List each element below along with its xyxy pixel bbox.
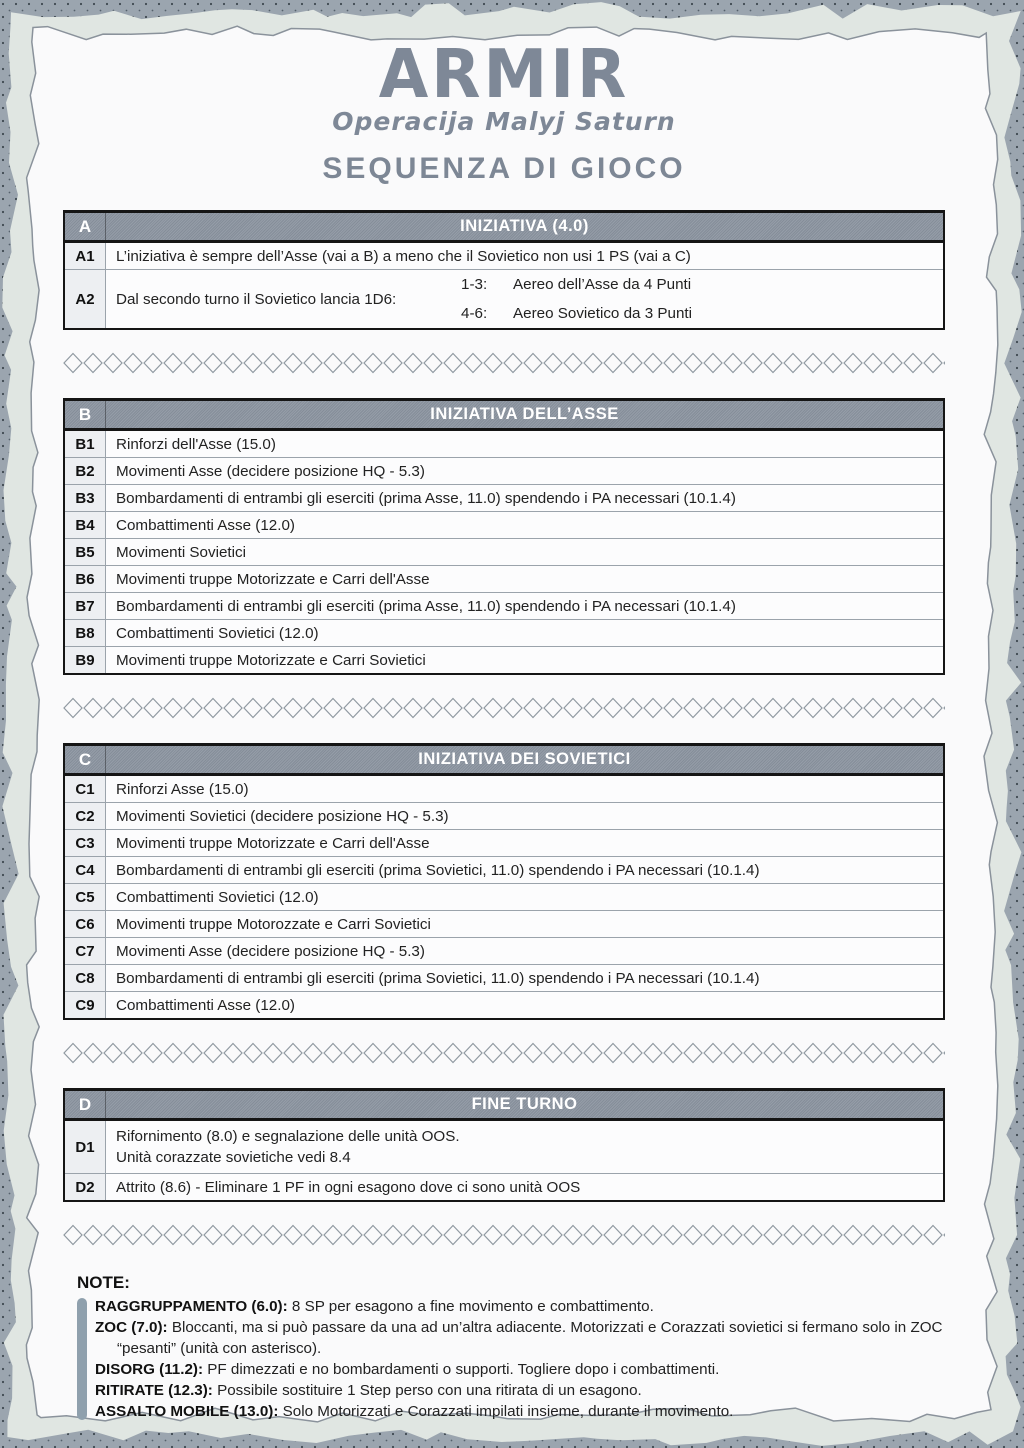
row-a2-label: Dal secondo turno il Sovietico lancia 1D6:	[116, 290, 397, 308]
row-c3-id: C3	[65, 830, 106, 856]
row-b8-text: Combattimenti Sovietici (12.0)	[116, 624, 319, 642]
row-b2-id: B2	[65, 458, 106, 484]
row-b9-text: Movimenti truppe Motorizzate e Carri Sovietici	[116, 651, 426, 669]
row-b2-text: Movimenti Asse (decidere posizione HQ - 5.3)	[116, 462, 425, 480]
note-assalto-mobile-text: Solo Motorizzati e Corazzati impilati insieme, durante il movimento.	[282, 1403, 734, 1420]
row-c6	[65, 910, 943, 937]
row-b4-id: B4	[65, 512, 106, 538]
dice-outcome-1: Aereo dell’Asse da 4 Punti	[513, 276, 692, 293]
note-zoc	[95, 1317, 945, 1359]
row-b8-id: B8	[65, 620, 106, 646]
row-b4-text: Combattimenti Asse (12.0)	[116, 516, 295, 534]
row-a1-text: L’iniziativa è sempre dell’Asse (vai a B) a meno che il Sovietico non usi 1 PS (vai a C)	[116, 247, 691, 265]
note-ritirate-lead: RITIRATE (12.3):	[95, 1382, 213, 1399]
section-d-table	[63, 1088, 945, 1202]
masthead	[63, 36, 945, 136]
section-b-table	[63, 398, 945, 675]
section-d-title: FINE TURNO	[471, 1095, 578, 1113]
row-c6-id: C6	[65, 911, 106, 937]
game-logo-subtitle: Operacija Malyj Saturn	[332, 107, 676, 136]
note-zoc-lead: ZOC (7.0):	[95, 1319, 168, 1336]
row-d2	[65, 1173, 943, 1200]
row-b9-id: B9	[65, 647, 106, 673]
row-b7-id: B7	[65, 593, 106, 619]
row-c4-id: C4	[65, 857, 106, 883]
section-a-letter: A	[65, 213, 106, 240]
row-a2-id: A2	[65, 270, 106, 328]
row-c1	[65, 776, 943, 802]
row-d1-line1: Rifornimento (8.0) e segnalazione delle unità OOS.	[116, 1128, 460, 1145]
row-b7	[65, 592, 943, 619]
row-c5	[65, 883, 943, 910]
section-b-title: INIZIATIVA DELL’ASSE	[430, 405, 619, 423]
row-b6	[65, 565, 943, 592]
notes-section	[63, 1272, 945, 1422]
row-c3	[65, 829, 943, 856]
section-d-letter: D	[65, 1091, 106, 1118]
row-a2-text	[106, 270, 943, 328]
row-b5-text: Movimenti Sovietici	[116, 543, 246, 561]
row-d1-text	[106, 1121, 943, 1173]
row-b3	[65, 484, 943, 511]
row-b1-id: B1	[65, 431, 106, 457]
section-b-header	[65, 401, 943, 431]
section-c-title: INIZIATIVA DEI SOVIETICI	[418, 750, 631, 768]
note-raggruppamento	[95, 1296, 945, 1317]
row-c9-text: Combattimenti Asse (12.0)	[116, 996, 295, 1014]
row-b2	[65, 457, 943, 484]
note-raggruppamento-text: 8 SP per esagono a fine movimento e combattimento.	[291, 1298, 654, 1315]
row-b7-text: Bombardamenti di entrambi gli eserciti (prima Asse, 11.0) spendendo i PA necessari (10.1.4)	[116, 597, 736, 615]
section-c-letter: C	[65, 746, 106, 773]
row-c3-text: Movimenti truppe Motorizzate e Carri dell'Asse	[116, 834, 430, 852]
section-d-header	[65, 1091, 943, 1121]
note-assalto-mobile	[95, 1401, 945, 1422]
row-c6-text: Movimenti truppe Motorozzate e Carri Sovietici	[116, 915, 431, 933]
note-assalto-mobile-lead: ASSALTO MOBILE (13.0):	[95, 1403, 279, 1420]
row-b1-text: Rinforzi dell'Asse (15.0)	[116, 435, 276, 453]
notes-accent-bar	[77, 1298, 87, 1420]
notes-body	[77, 1296, 945, 1422]
row-c8-text: Bombardamenti di entrambi gli eserciti (prima Sovietici, 11.0) spendendo i PA necessari (10.1.4)	[116, 969, 760, 987]
note-ritirate	[95, 1380, 945, 1401]
row-c8	[65, 964, 943, 991]
section-c-table	[63, 743, 945, 1020]
notes-label: NOTE:	[77, 1273, 130, 1292]
row-c7-text: Movimenti Asse (decidere posizione HQ - 5.3)	[116, 942, 425, 960]
page-title: SEQUENZA DI GIOCO	[322, 152, 686, 185]
row-c5-text: Combattimenti Sovietici (12.0)	[116, 888, 319, 906]
diamond-divider	[63, 697, 945, 719]
row-b8	[65, 619, 943, 646]
note-disorg	[95, 1359, 945, 1380]
note-ritirate-text: Possibile sostituire 1 Step perso con una ritirata di un esagono.	[217, 1382, 642, 1399]
row-b4	[65, 511, 943, 538]
dice-result-2	[461, 299, 933, 328]
row-c7	[65, 937, 943, 964]
note-raggruppamento-lead: RAGGRUPPAMENTO (6.0):	[95, 1298, 288, 1315]
row-b5-id: B5	[65, 539, 106, 565]
row-b5	[65, 538, 943, 565]
row-c2	[65, 802, 943, 829]
section-a-header	[65, 213, 943, 243]
row-c4-text: Bombardamenti di entrambi gli eserciti (prima Sovietici, 11.0) spendendo i PA necessari (10.1.4)	[116, 861, 760, 879]
dice-range-1: 1-3:	[461, 276, 488, 293]
section-a-table	[63, 210, 945, 330]
row-b6-text: Movimenti truppe Motorizzate e Carri dell'Asse	[116, 570, 430, 588]
row-c1-text: Rinforzi Asse (15.0)	[116, 780, 249, 798]
section-a-title: INIZIATIVA (4.0)	[460, 217, 589, 235]
dice-result-1	[461, 270, 933, 299]
row-c1-id: C1	[65, 776, 106, 802]
row-b9	[65, 646, 943, 673]
row-c5-id: C5	[65, 884, 106, 910]
row-d2-id: D2	[65, 1174, 106, 1200]
row-d1	[65, 1121, 943, 1173]
dice-results	[461, 270, 933, 328]
row-d1-line2: Unità corazzate sovietiche vedi 8.4	[116, 1149, 351, 1166]
row-b3-text: Bombardamenti di entrambi gli eserciti (prima Asse, 11.0) spendendo i PA necessari (10.1.4)	[116, 489, 736, 507]
row-c9-id: C9	[65, 992, 106, 1018]
row-a1	[65, 243, 943, 269]
row-c7-id: C7	[65, 938, 106, 964]
row-d2-text: Attrito (8.6) - Eliminare 1 PF in ogni esagono dove ci sono unità OOS	[116, 1178, 581, 1196]
diamond-divider	[63, 352, 945, 374]
game-logo: ARMIR	[378, 36, 630, 114]
dice-outcome-2: Aereo Sovietico da 3 Punti	[513, 305, 692, 322]
note-zoc-text: Bloccanti, ma si può passare da una ad un’altra adiacente. Motorizzati e Corazzati sovietici si fermano solo in ZOC “pesanti” (unità con asterisco).	[117, 1319, 943, 1357]
row-b6-id: B6	[65, 566, 106, 592]
diamond-divider	[63, 1224, 945, 1246]
row-b1	[65, 431, 943, 457]
row-b3-id: B3	[65, 485, 106, 511]
row-c2-text: Movimenti Sovietici (decidere posizione HQ - 5.3)	[116, 807, 449, 825]
note-disorg-lead: DISORG (11.2):	[95, 1361, 204, 1378]
row-c4	[65, 856, 943, 883]
row-c9	[65, 991, 943, 1018]
play-aid-card	[63, 36, 945, 1422]
row-d1-id: D1	[65, 1121, 106, 1173]
section-c-header	[65, 746, 943, 776]
row-a2	[65, 269, 943, 328]
note-disorg-text: PF dimezzati e no bombardamenti o supporti. Togliere dopo i combattimenti.	[207, 1361, 720, 1378]
section-b-letter: B	[65, 401, 106, 428]
row-c8-id: C8	[65, 965, 106, 991]
row-a1-id: A1	[65, 243, 106, 269]
row-c2-id: C2	[65, 803, 106, 829]
notes-items	[95, 1296, 945, 1422]
dice-range-2: 4-6:	[461, 305, 488, 322]
diamond-divider	[63, 1042, 945, 1064]
